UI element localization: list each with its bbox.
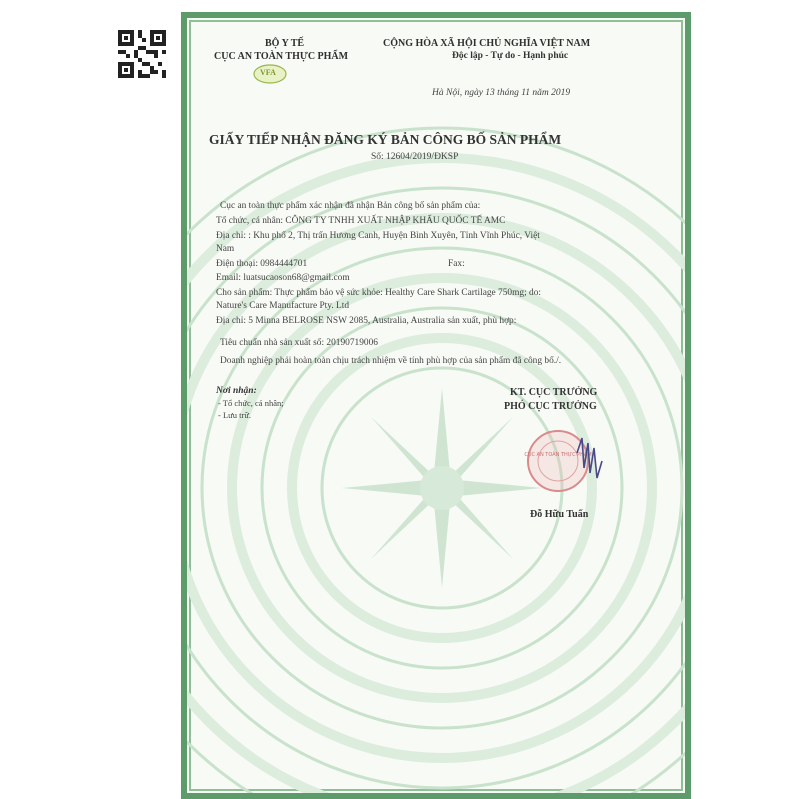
intro-text: Cục an toàn thực phẩm xác nhận đã nhận Bản công bố sản phẩm của: xyxy=(220,201,481,211)
national-motto: Độc lập - Tự do - Hạnh phúc xyxy=(452,51,569,61)
producer-address: Địa chỉ: 5 Minna BELROSE NSW 2085, Australia, Australia sản xuất, phù hợp: xyxy=(216,316,517,326)
recipient-item: - Lưu trữ. xyxy=(218,410,252,420)
product-line-2: Nature's Care Manufacture Pty. Ltd xyxy=(216,301,350,311)
vfa-logo-text: VFA xyxy=(260,68,276,77)
ministry-name: BỘ Y TẾ xyxy=(265,38,305,49)
country-name: CỘNG HÒA XÃ HỘI CHỦ NGHĨA VIỆT NAM xyxy=(383,38,591,49)
address-line-1: Địa chỉ: : Khu phố 2, Thị trấn Hương Canh, Huyện Bình Xuyên, Tỉnh Vĩnh Phúc, Việt xyxy=(216,231,540,241)
signatory-name: Đỗ Hữu Tuấn xyxy=(530,509,589,520)
department-name: CỤC AN TOÀN THỰC PHẨM xyxy=(214,51,349,62)
address-line-2: Nam xyxy=(216,244,235,254)
seal-text: CỤC AN TOÀN THỰC PHẨM xyxy=(524,452,592,458)
recipient-item: - Tổ chức, cá nhân; xyxy=(218,398,284,408)
organization: Tổ chức, cá nhân: CÔNG TY TNHH XUẤT NHẬP KHẨU QUỐC TẾ AMC xyxy=(216,216,506,226)
place-date: Hà Nội, ngày 13 tháng 11 năm 2019 xyxy=(432,88,571,98)
signatory-title-1: KT. CỤC TRƯỞNG xyxy=(510,387,598,398)
email: Email: luatsucaoson68@gmail.com xyxy=(216,273,350,283)
fax: Fax: xyxy=(448,259,465,269)
recipients-heading: Nơi nhận: xyxy=(216,386,257,396)
standard-number: Tiêu chuẩn nhà sản xuất số: 20190719006 xyxy=(220,338,378,348)
certificate-document xyxy=(181,12,691,799)
document-title: GIẤY TIẾP NHẬN ĐĂNG KÝ BẢN CÔNG BỐ SẢN PHẨM xyxy=(209,132,562,147)
signatory-title-2: PHÓ CỤC TRƯỞNG xyxy=(504,401,597,412)
responsibility-statement: Doanh nghiệp phải hoàn toàn chịu trách nhiệm về tính phù hợp của sản phẩm đã công bố./. xyxy=(220,356,562,366)
official-seal-icon xyxy=(522,423,612,503)
phone: Điện thoại: 0984444701 xyxy=(216,259,308,269)
product-line-1: Cho sản phẩm: Thực phẩm bảo vệ sức khỏe: Healthy Care Shark Cartilage 750mg; do: xyxy=(216,288,542,298)
registration-number: Số: 12604/2019/ĐKSP xyxy=(371,152,459,162)
qr-code xyxy=(118,30,166,78)
